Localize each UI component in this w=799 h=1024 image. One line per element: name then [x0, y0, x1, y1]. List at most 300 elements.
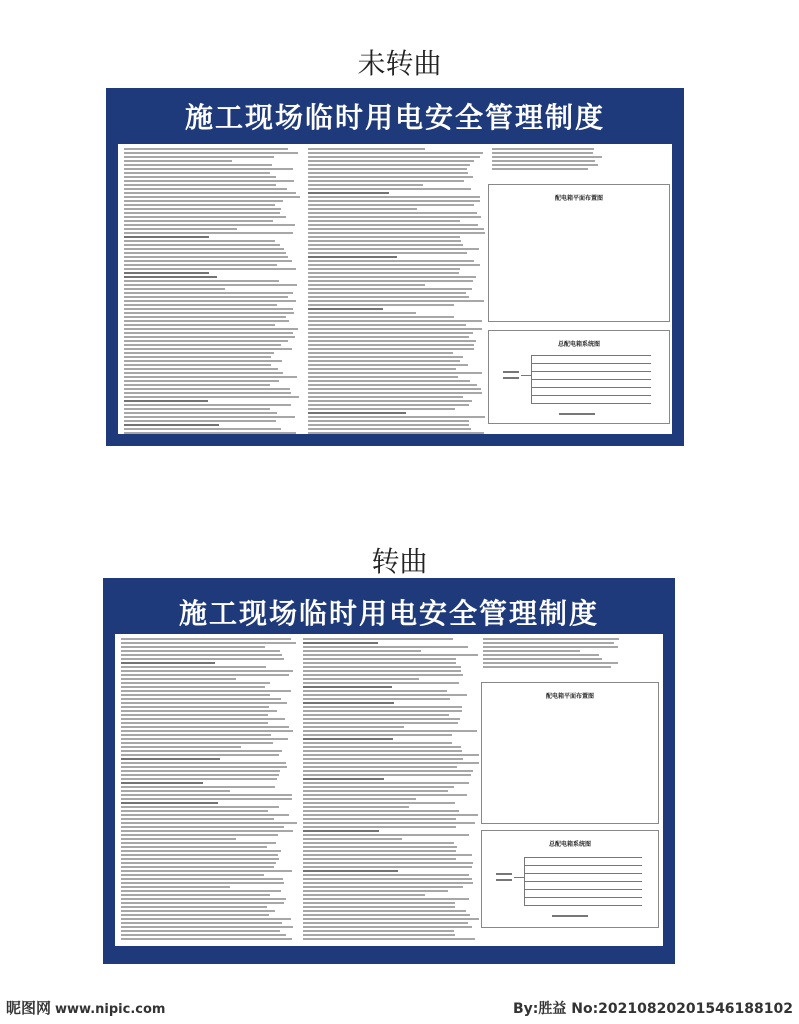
site-watermark [6, 997, 165, 1018]
body-text-line [303, 638, 453, 640]
body-text-line [303, 906, 455, 908]
body-text-line [303, 678, 419, 680]
body-text-line [303, 742, 452, 744]
body-text-line [121, 690, 291, 692]
body-text-line [483, 638, 619, 640]
body-text-line [121, 914, 269, 916]
body-text-line [124, 216, 286, 218]
body-text-line [124, 268, 296, 270]
signboard-converted [103, 578, 675, 964]
body-text-line [124, 408, 270, 410]
body-text-line [303, 786, 454, 788]
body-text-line [303, 894, 425, 896]
body-text-line [124, 332, 293, 334]
body-text-line [308, 180, 464, 182]
body-text-line [308, 272, 459, 274]
body-text-line [121, 846, 267, 848]
body-text-line [124, 328, 298, 330]
body-text-line [303, 918, 479, 920]
body-text-line [303, 810, 459, 812]
body-text-line [121, 746, 241, 748]
body-text-line [303, 746, 461, 748]
body-text-line [303, 850, 456, 852]
body-text-line [124, 168, 293, 170]
body-text-line [124, 340, 288, 342]
body-text-line [124, 156, 274, 158]
body-text-line [308, 240, 461, 242]
body-text-line [303, 698, 450, 700]
text-column-2 [308, 148, 486, 430]
body-text-line [124, 228, 237, 230]
body-text-line [492, 152, 593, 154]
body-text-line [308, 296, 469, 298]
body-text-line [121, 782, 203, 784]
body-text-line [308, 376, 458, 378]
body-text-line [303, 702, 394, 704]
body-text-line [124, 316, 286, 318]
body-text-line [121, 738, 288, 740]
body-text-line [308, 396, 463, 398]
body-text-line [308, 424, 469, 426]
body-text-line [308, 292, 466, 294]
body-text-line [121, 862, 276, 864]
body-text-line [303, 710, 462, 712]
body-text-line [308, 380, 470, 382]
body-text-line [124, 180, 294, 182]
body-text-line [308, 300, 484, 302]
body-text-line [303, 890, 448, 892]
body-text-line [303, 686, 392, 688]
body-text-line [303, 674, 463, 676]
body-text-line [121, 786, 275, 788]
body-text-line [124, 184, 276, 186]
body-text-line [121, 878, 283, 880]
body-text-line [121, 854, 278, 856]
body-text-line [303, 826, 456, 828]
body-text-line [303, 838, 402, 840]
body-text-line [124, 264, 277, 266]
body-text-line [124, 296, 288, 298]
body-text-line [121, 850, 281, 852]
body-text-line [303, 902, 455, 904]
body-text-line [492, 148, 594, 150]
body-text-line [308, 280, 473, 282]
body-text-line [124, 252, 286, 254]
body-text-line [308, 304, 454, 306]
body-text-line [124, 272, 209, 274]
body-text-line [308, 316, 454, 318]
body-text-line [121, 766, 287, 768]
body-text-line [308, 168, 467, 170]
body-text-line [308, 264, 480, 266]
body-text-line [303, 938, 475, 940]
body-text-line [308, 176, 473, 178]
body-text-line [492, 160, 595, 162]
body-text-line [308, 152, 483, 154]
body-text-line [308, 252, 467, 254]
body-text-line [121, 822, 297, 824]
body-text-line [308, 360, 460, 362]
body-text-line [303, 694, 467, 696]
body-text-line [303, 910, 466, 912]
body-text-line [303, 662, 456, 664]
body-text-line [492, 164, 598, 166]
body-text-line [308, 268, 460, 270]
body-text-line [121, 866, 274, 868]
body-text-line [124, 384, 270, 386]
system-diagram-box [488, 330, 670, 424]
body-text-line [308, 184, 423, 186]
body-text-line [308, 368, 456, 370]
body-text-line [303, 874, 469, 876]
body-text-line [303, 866, 472, 868]
body-text-line [308, 172, 468, 174]
body-text-line [308, 324, 466, 326]
body-text-line [303, 782, 469, 784]
body-text-line [121, 814, 289, 816]
body-text-line [124, 352, 274, 354]
body-text-line [303, 734, 452, 736]
body-text-line [121, 670, 293, 672]
body-text-line [121, 774, 279, 776]
body-text-line [124, 220, 273, 222]
body-text-line [124, 208, 281, 210]
body-text-line [124, 192, 296, 194]
body-text-line [303, 670, 461, 672]
credit-watermark: By:胜益 No:20210820201546188102 [512, 1001, 793, 1017]
body-text-line [124, 224, 295, 226]
body-text-line [121, 918, 291, 920]
caption-converted: 转曲 [371, 545, 428, 578]
site-name: 昵图网 [6, 999, 52, 1017]
body-text-line [121, 754, 279, 756]
body-text-line [124, 428, 281, 430]
body-text-line [121, 902, 284, 904]
body-text-line [308, 312, 416, 314]
body-text-line [483, 646, 618, 648]
body-text-line [124, 244, 280, 246]
body-text-line [303, 858, 456, 860]
body-text-line [308, 336, 469, 338]
body-text-line [303, 790, 448, 792]
body-text-line [303, 722, 458, 724]
body-text-line [303, 650, 421, 652]
body-text-line [121, 694, 270, 696]
body-text-line [492, 156, 602, 158]
body-text-line [308, 332, 473, 334]
body-text-line [303, 846, 457, 848]
body-text-line [121, 882, 284, 884]
body-text-line [124, 176, 276, 178]
board-title: 施工现场临时用电安全管理制度 [178, 597, 599, 630]
body-text-line [308, 212, 477, 214]
body-text-line [124, 160, 232, 162]
body-text-line [121, 758, 220, 760]
body-text-line [303, 862, 473, 864]
body-text-line [124, 308, 293, 310]
body-text-line [121, 802, 218, 804]
body-text-line [308, 392, 482, 394]
body-text-line [308, 384, 477, 386]
body-text-line [121, 666, 266, 668]
body-text-line [124, 276, 217, 278]
body-text-line [483, 650, 580, 652]
body-text-line [303, 706, 462, 708]
body-text-line [124, 148, 288, 150]
body-text-line [121, 686, 265, 688]
body-text-line [124, 396, 299, 398]
body-text-line [303, 882, 473, 884]
body-text-line [124, 360, 282, 362]
body-text-line [124, 236, 209, 238]
body-text-line [124, 400, 208, 402]
body-text-line [303, 794, 467, 796]
body-text-line [308, 220, 460, 222]
body-text-line [121, 722, 268, 724]
body-text-line [121, 730, 293, 732]
body-text-line [124, 152, 298, 154]
body-text-line [124, 356, 271, 358]
body-text-line [124, 324, 275, 326]
body-text-line [121, 682, 270, 684]
body-text-line [121, 806, 279, 808]
body-text-line [303, 718, 460, 720]
body-text-line [303, 886, 463, 888]
body-text-line [121, 818, 274, 820]
body-text-line [121, 790, 230, 792]
body-text-line [121, 910, 275, 912]
body-text-line [303, 658, 456, 660]
body-text-line [124, 432, 296, 434]
body-text-line [121, 718, 285, 720]
body-text-line [121, 778, 277, 780]
text-column-1 [124, 148, 302, 430]
body-text-line [308, 192, 389, 194]
body-text-line [308, 204, 474, 206]
body-text-line [124, 292, 293, 294]
body-text-line [303, 726, 404, 728]
body-text-line [303, 738, 393, 740]
body-text-line [308, 348, 474, 350]
body-text-line [121, 826, 284, 828]
layout-plan-title: 配电箱平面布置图 [545, 693, 594, 700]
body-text-line [124, 212, 280, 214]
body-text-line [124, 200, 283, 202]
body-text-line [308, 156, 480, 158]
body-text-line [308, 400, 472, 402]
board-title: 施工现场临时用电安全管理制度 [184, 101, 605, 134]
body-text-line [121, 658, 284, 660]
body-text-line [121, 678, 236, 680]
body-text-line [483, 642, 614, 644]
body-text-line [308, 284, 425, 286]
body-text-line [121, 770, 280, 772]
body-text-line [303, 802, 455, 804]
body-text-line [303, 930, 454, 932]
body-text-line [303, 714, 449, 716]
body-text-line [121, 886, 230, 888]
body-text-line [303, 806, 409, 808]
layout-plan-title: 配电箱平面布置图 [554, 195, 603, 202]
body-text-line [121, 654, 282, 656]
caption-unconverted: 未转曲 [357, 47, 442, 80]
body-text-line [308, 416, 485, 418]
body-text-line [124, 188, 287, 190]
body-text-line [308, 256, 397, 258]
body-text-line [308, 224, 478, 226]
body-text-line [121, 750, 282, 752]
body-text-line [308, 276, 476, 278]
body-text-line [308, 404, 469, 406]
body-text-line [303, 842, 454, 844]
body-text-line [121, 858, 279, 860]
body-text-line [303, 818, 456, 820]
body-text-line [308, 196, 480, 198]
body-text-line [124, 280, 279, 282]
layout-plan-box [481, 682, 659, 824]
body-text-line [121, 894, 270, 896]
body-text-line [124, 260, 292, 262]
body-text-line [308, 364, 468, 366]
body-text-line [121, 898, 286, 900]
body-text-line [121, 638, 291, 640]
body-text-line [124, 312, 294, 314]
body-text-line [308, 432, 484, 434]
body-text-line [303, 730, 477, 732]
body-text-line [303, 898, 469, 900]
body-text-line [121, 838, 236, 840]
body-text-line [303, 666, 461, 668]
body-text-line [308, 320, 482, 322]
body-text-line [303, 682, 459, 684]
body-text-line [121, 830, 293, 832]
body-text-line [303, 766, 457, 768]
body-text-line [303, 774, 471, 776]
system-diagram-title: 总配电箱系统图 [548, 841, 591, 848]
body-text-line [124, 364, 271, 366]
body-text-line [124, 372, 283, 374]
body-text-line [303, 798, 416, 800]
body-text-line [483, 662, 618, 664]
body-text-line [124, 420, 276, 422]
body-text-line [308, 160, 474, 162]
body-text-line [308, 356, 463, 358]
body-text-line [308, 352, 453, 354]
body-text-line [303, 642, 378, 644]
body-text-line [303, 758, 463, 760]
body-text-line [124, 172, 270, 174]
body-text-line [303, 878, 472, 880]
body-text-line [121, 870, 292, 872]
body-text-line [303, 922, 468, 924]
body-text-line [303, 654, 478, 656]
body-text-line [121, 726, 289, 728]
body-text-line [121, 674, 289, 676]
body-text-line [121, 794, 292, 796]
body-text-line [121, 834, 278, 836]
body-text-line [308, 372, 482, 374]
body-text-line [308, 412, 406, 414]
body-text-line [121, 706, 269, 708]
body-text-line [124, 424, 219, 426]
body-text-line [124, 368, 278, 370]
body-text-line [303, 646, 468, 648]
text-column-2 [303, 638, 479, 942]
body-text-line [303, 854, 472, 856]
body-text-line [308, 216, 481, 218]
body-text-line [121, 650, 280, 652]
body-text-line [303, 870, 398, 872]
body-text-line [121, 702, 287, 704]
body-text-line [303, 926, 472, 928]
body-text-line [121, 798, 292, 800]
body-text-line [124, 320, 289, 322]
body-text-line [303, 762, 479, 764]
body-text-line [124, 404, 291, 406]
body-text-line [124, 248, 284, 250]
body-text-line [308, 260, 474, 262]
system-diagram-box [481, 830, 659, 928]
body-text-line [308, 244, 463, 246]
body-text-line [124, 232, 293, 234]
body-text-line [303, 830, 379, 832]
body-text-line [121, 906, 267, 908]
text-column-3 [483, 638, 623, 676]
body-text-line [303, 822, 475, 824]
body-text-line [308, 200, 480, 202]
body-text-line [121, 934, 286, 936]
body-text-line [121, 762, 286, 764]
body-text-line [124, 376, 297, 378]
body-text-line [308, 340, 476, 342]
system-diagram-title: 总配电箱系统图 [557, 341, 600, 348]
body-text-line [124, 336, 295, 338]
body-text-line [483, 654, 599, 656]
body-text-line [124, 416, 295, 418]
body-text-line [308, 232, 485, 234]
board-content-panel [115, 634, 663, 946]
body-text-line [303, 914, 470, 916]
body-text-line [124, 304, 277, 306]
body-text-line [124, 240, 275, 242]
body-text-line [121, 890, 281, 892]
body-text-line [124, 164, 272, 166]
body-text-line [303, 934, 455, 936]
body-text-line [124, 344, 281, 346]
body-text-line [308, 148, 425, 150]
body-text-line [124, 380, 279, 382]
body-text-line [121, 842, 276, 844]
body-text-line [308, 288, 472, 290]
body-text-line [121, 926, 293, 928]
body-text-line [308, 420, 469, 422]
body-text-line [308, 228, 484, 230]
body-text-line [308, 408, 455, 410]
body-text-line [124, 348, 292, 350]
body-text-line [308, 328, 482, 330]
body-text-line [303, 690, 447, 692]
body-text-line [308, 208, 417, 210]
signboard-unconverted [106, 88, 684, 446]
body-text-line [308, 344, 474, 346]
body-text-line [308, 164, 470, 166]
body-text-line [121, 874, 264, 876]
body-text-line [121, 714, 268, 716]
board-content-panel [118, 144, 672, 434]
body-text-line [124, 256, 288, 258]
body-text-line [121, 734, 271, 736]
body-text-line [124, 300, 296, 302]
